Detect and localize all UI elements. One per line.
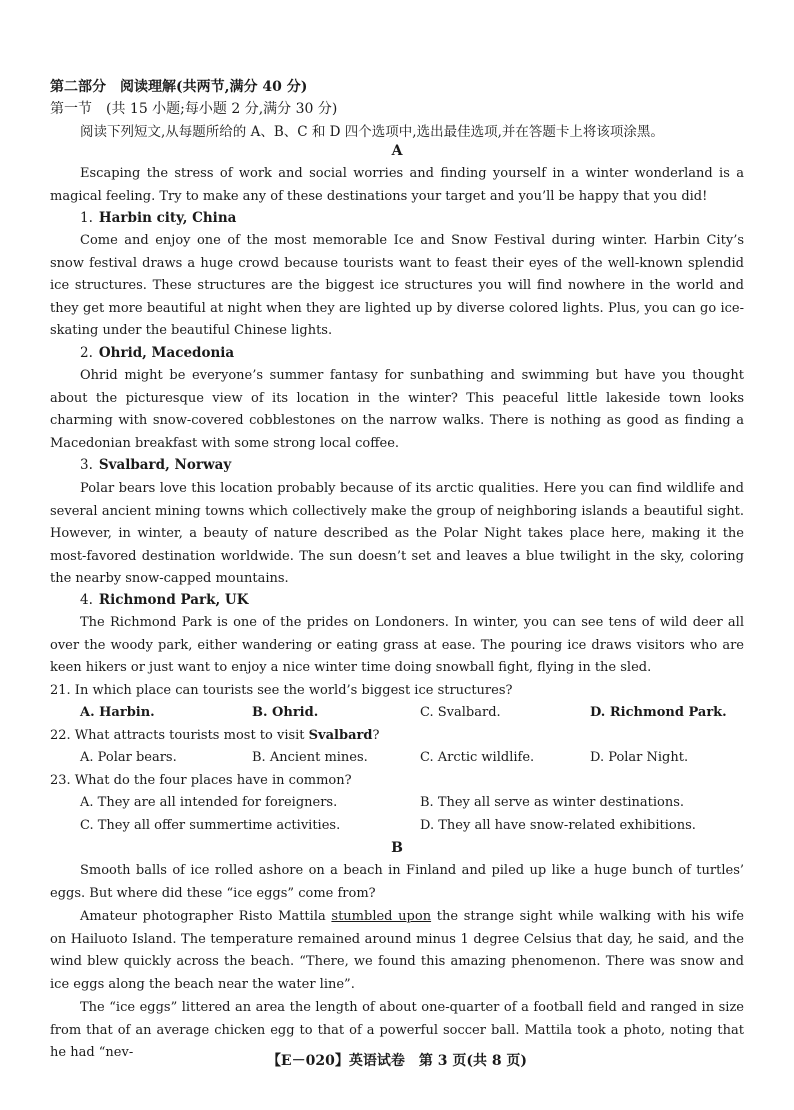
question-22-stem-suffix: ? — [372, 728, 380, 743]
question-21-stem: 21. In which place can tourists see the world’s biggest ice structures? — [50, 683, 513, 698]
section-title: 第一节 (共 15 小题;每小题 2 分,满分 30 分) — [50, 101, 338, 117]
paragraph-2-after: the strange sight while walking with his wife on Hailuoto Island. The temperature remained around minus 1 degree Celsius that day, he said, and the wind blew quickly across the beach. “There, we found this amazing phenomenon. There was snow and ice eggs along the beach near the water line”. — [50, 909, 744, 992]
destination-heading-2 — [80, 345, 234, 361]
destination-number: 2. — [80, 345, 93, 361]
passage-a-intro: Escaping the stress of work and social worries and finding yourself in a winter wonderland is a magical feeling. Try to make any of these destinations your target and you’ll be happy that you did! — [50, 166, 744, 204]
question-22-stem — [50, 728, 379, 743]
question-22-option-a: A. Polar bears. — [80, 750, 177, 765]
destination-heading-1 — [80, 210, 236, 226]
paragraph-2-before: Amateur photographer Risto Mattila — [80, 909, 332, 924]
destination-number: 4. — [80, 592, 93, 608]
destination-text-3: Polar bears love this location probably because of its arctic qualities. Here you can find wildlife and several ancient mining towns which collectively make the group of neighboring islands a beautiful sight. However, in winter, a beauty of nature described as the Polar Night takes place here, making it the most-favored destination worldwide. The sun doesn’t set and leaves a blue twilight in the sky, coloring the nearby snow-capped mountains. — [50, 481, 744, 587]
destination-name: Richmond Park, UK — [98, 592, 249, 608]
question-23-option-c: C. They all offer summertime activities. — [80, 818, 341, 833]
passage-b-paragraph-3: The “ice eggs” littered an area the length of about one-quarter of a football field and ranged in size from that of an average chicken egg to that of a powerful soccer ball. Mattila took a photo, noting that he had “nev- — [50, 1000, 744, 1061]
question-21-option-d: D. Richmond Park. — [590, 705, 727, 720]
question-22-option-d: D. Polar Night. — [590, 750, 689, 765]
question-22-stem-keyword: Svalbard — [308, 728, 373, 743]
destination-name: Ohrid, Macedonia — [98, 345, 235, 361]
question-21-option-b: B. Ohrid. — [252, 705, 319, 720]
question-22-option-c: C. Arctic wildlife. — [420, 750, 535, 765]
passage-b-paragraph-1: Smooth balls of ice rolled ashore on a beach in Finland and piled up like a huge bunch of turtles’ eggs. But where did these “ice eggs” come from? — [50, 863, 744, 901]
question-23-option-a: A. They are all intended for foreigners. — [80, 795, 338, 810]
question-21-option-c: C. Svalbard. — [420, 705, 501, 720]
destination-text-4: The Richmond Park is one of the prides on Londoners. In winter, you can see tens of wild deer all over the woody park, either wandering or eating grass at ease. The pouring ice draws visitors who are keen hikers or just want to enjoy a nice winter time doing snowball fight, flying in the sled. — [50, 615, 744, 676]
destination-number: 1. — [80, 210, 93, 226]
underlined-phrase: stumbled upon — [331, 909, 432, 924]
passage-b-label: B — [391, 840, 403, 856]
question-23-option-b: B. They all serve as winter destinations. — [420, 795, 685, 810]
destination-number: 3. — [80, 457, 93, 473]
page-footer: 【E－020】英语试卷 第 3 页(共 8 页) — [266, 1053, 528, 1069]
question-21-option-a: A. Harbin. — [80, 705, 155, 720]
passage-b-paragraph-2 — [50, 906, 744, 996]
instructions: 阅读下列短文,从每题所给的 A、B、C 和 D 四个选项中,选出最佳选项,并在答题卡上将该项涂黑。 — [80, 124, 664, 140]
destination-name: Harbin city, China — [98, 210, 237, 226]
destination-text-2: Ohrid might be everyone’s summer fantasy for sunbathing and swimming but have you thought about the picturesque view of its location in the winter? This peaceful little lakeside town looks charming with snow-covered cobblestones on the narrow walks. There is nothing as good as finding a Macedonian breakfast with some strong local coffee. — [50, 368, 744, 451]
question-22-option-b: B. Ancient mines. — [252, 750, 368, 765]
question-23-stem: 23. What do the four places have in common? — [50, 773, 352, 788]
destination-text-1: Come and enjoy one of the most memorable Ice and Snow Festival during winter. Harbin City’s snow festival draws a huge crowd because tourists want to feast their eyes of the well-known splendid ice structures. These structures are the biggest ice structures you will find nowhere in the world and they get more beautiful at night when they are lighted up by diverse colored lights. Plus, you can go ice-skating under the beautiful Chinese lights. — [50, 233, 744, 339]
destination-heading-3 — [80, 457, 231, 473]
question-22-stem-prefix: 22. What attracts tourists most to visit — [50, 728, 309, 743]
destination-heading-4 — [80, 592, 248, 608]
part-title: 第二部分 阅读理解(共两节,满分 40 分) — [50, 79, 308, 95]
destination-name: Svalbard, Norway — [98, 457, 232, 473]
question-23-option-d: D. They all have snow-related exhibitions. — [420, 818, 696, 833]
passage-a-label: A — [391, 143, 403, 159]
